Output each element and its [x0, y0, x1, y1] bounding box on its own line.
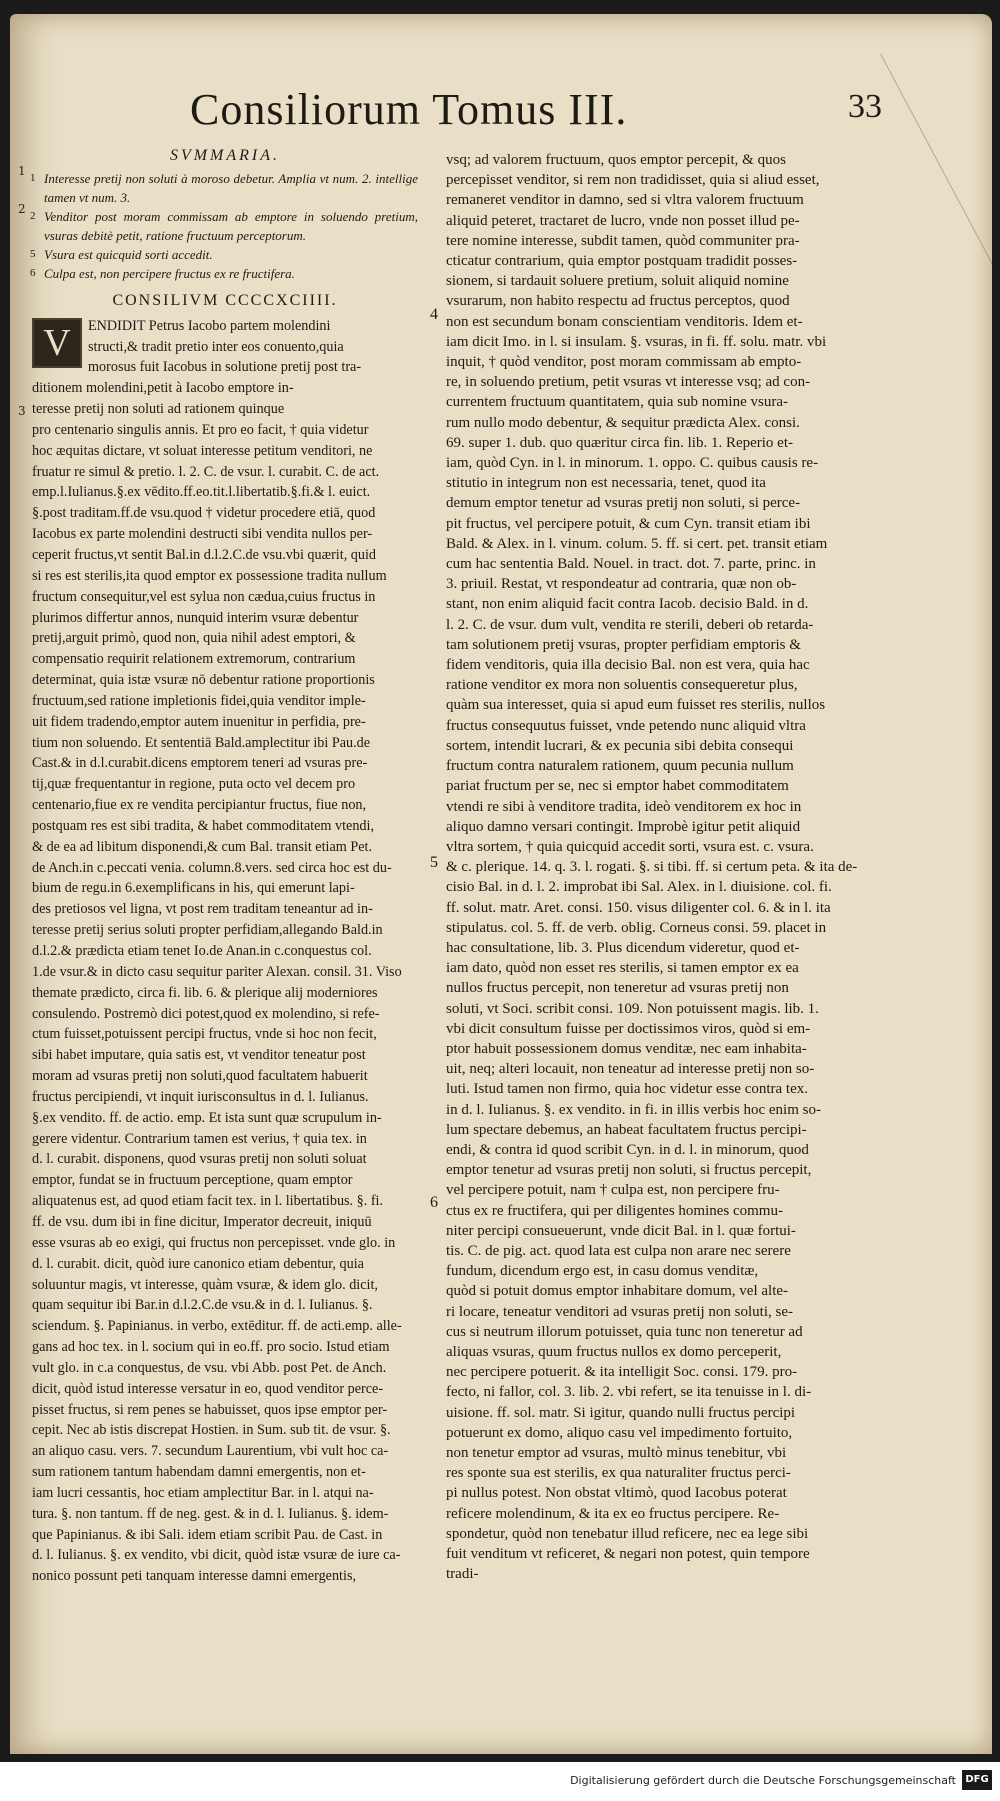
- text-line: tis. C. de pig. act. quod lata est culpa non arare nec serere: [446, 1242, 791, 1259]
- text-line: Iacobus ex parte molendini destructi sibi vendita nullos per-: [32, 526, 373, 543]
- decorated-initial: V: [32, 318, 82, 368]
- text-line: determinat, quia istæ vsuræ nō debentur ratione proportionis: [32, 672, 375, 689]
- text-line: cepit. Nec ab istis discrepat Hostien. in Sum. sub tit. de vsur. §.: [32, 1422, 391, 1439]
- text-line: si res est sterilis,ita quod emptor ex possessione tradita nullum: [32, 567, 387, 584]
- text-line: themate prædicto, circa fi. lib. 6. & plerique alij moderniores: [32, 984, 378, 1001]
- text-line: nonico possunt peti tanquam interesse damni emergentis,: [32, 1568, 357, 1585]
- text-line: fructum contra naturalem rationem, quum pecunia nullum: [446, 758, 794, 775]
- text-line: pit fructus, vel percipere potuit, & cum Cyn. transit etiam ibi: [446, 515, 811, 532]
- text-line: inquit, † quòd venditor, post moram commissam ab empto-: [446, 354, 802, 371]
- text-line: uisione. ff. sol. matr. Si igitur, quando nulli fructus percipi: [446, 1404, 796, 1421]
- summaria-item: 1 Interesse pretij non soluti à moroso debetur. Amplia vt num. 2. intellige tamen vt num. 3.: [30, 170, 418, 205]
- text-line: §.post traditam.ff.de vsu.quod † videtur procedere etiā, quod: [32, 505, 376, 522]
- text-line: vtendi re sibi à venditore tradita, ideò venditorem ex hoc in: [446, 798, 802, 815]
- text-line: stipulatus. col. 5. ff. de verb. oblig. Corneus consi. 59. placet in: [446, 919, 827, 936]
- text-line: quòd si potuit domus emptor inhabitare domum, vel alte-: [446, 1283, 789, 1300]
- text-line: pretij,arguit primò, quod non, quia nihil adest emptori, &: [32, 630, 356, 647]
- text-line: reficere molendinum, & ita ex eo fructus percipere. Re-: [446, 1505, 780, 1522]
- text-line: 69. super 1. dub. quo quæritur circa fin. lib. 1. Reperio et-: [446, 434, 794, 451]
- text-line: emptor, fundat se in fructuum perceptione, quam emptor: [32, 1172, 353, 1189]
- text-line: ff. solut. matr. Aret. consi. 150. visus diligenter col. 6. & in l. ita: [446, 899, 831, 916]
- text-line: potuerunt ex domo, aliquo casu vel impedimento fortuito,: [446, 1424, 793, 1441]
- text-line: l. 2. C. de vsur. dum vult, vendita re sterili, deberi ob retarda-: [446, 616, 814, 633]
- text-line: an aliquo casu. vers. 7. secundum Laurentium, vbi vult hoc ca-: [32, 1443, 389, 1460]
- text-line: sibi habet imputare, quia satis est, vt venditor teneatur post: [32, 1047, 366, 1064]
- text-line: nullos fructus percepit, non teneretur ad vsuras pretij non: [446, 980, 789, 997]
- text-line: iam, quòd Cyn. in l. in minorum. 1. oppo. C. quibus causis re-: [446, 455, 819, 472]
- text-line: & de ea ad libitum disponendi,& cum Bal. transit etiam Pet.: [32, 838, 373, 855]
- text-line: rum nullo modo debentur, & sequitur prædicta Alex. consi.: [446, 414, 800, 431]
- text-line: §.ex vendito. ff. de actio. emp. Et ista sunt quæ scrupulum in-: [32, 1109, 382, 1126]
- text-line: hoc æquitas dictare, vt soluat interesse petitum venditori, ne: [32, 442, 373, 459]
- text-line: fuit venditum vt reficeret, & negari non potest, quin tempore: [446, 1546, 810, 1563]
- text-line: structi,& tradit pretio inter eos conuento,quia: [88, 338, 344, 355]
- text-line: que Papinianus. & ibi Sali. idem etiam scribit Pau. de Cast. in: [32, 1526, 383, 1543]
- text-line: esse vsuras ab eo exigi, qui fructus non percepisset. vnde glo. in: [32, 1234, 396, 1251]
- text-line: fructus consequutus fuisset, vnde petendo nunc aliquid vltra: [446, 717, 806, 734]
- text-line: moram ad vsuras pretij non soluti,quod facultatem habuerit: [32, 1068, 368, 1085]
- text-line: soluti, vt Soci. scribit consi. 109. Non potuissent magis. lib. 1.: [446, 1000, 819, 1017]
- summaria-list: [32, 169, 418, 283]
- text-line: niter percipi consueuerunt, vnde dicit Bal. in l. quæ fortui-: [446, 1222, 796, 1239]
- margin-number: 3: [18, 404, 26, 418]
- text-line: teresse pretij serius soluti propter perfidiam,allegando Bald.in: [32, 922, 383, 939]
- text-line: cisio Bal. in d. l. 2. improbat ibi Sal. Alex. in l. diuisione. col. fi.: [446, 879, 832, 896]
- text-line: Cast.& in d.l.curabit.dicens emptorem teneri ad vsuras pre-: [32, 755, 368, 772]
- margin-number: 2: [18, 202, 26, 216]
- text-line: iam dicit Imo. in l. si insulam. §. vsuras, in fi. ff. solu. matr. vbi: [446, 333, 827, 350]
- text-line: ratione venditor ex mora non soluentis consequeretur plus,: [446, 677, 798, 694]
- margin-number: 4: [430, 306, 438, 323]
- text-line: emptor tenetur ad vsuras pretij non soluti, si fructus percepit,: [446, 1162, 812, 1179]
- page-number: 33: [848, 88, 882, 125]
- text-line: pro centenario singulis annis. Et pro eo facit, † quia videtur: [32, 421, 369, 438]
- text-line: gerere videntur. Contrarium tamen est verius, † quia tex. in: [32, 1130, 367, 1147]
- text-line: uit, neq; alteri locauit, non teneatur ad interesse pretij non so-: [446, 1061, 815, 1078]
- text-line: fructus percipiendi, vt inquit iurisconsultus in d. l. Iulianus.: [32, 1088, 369, 1105]
- text-line: morosus fuit Iacobus in solutione pretij post tra-: [88, 359, 362, 376]
- text-line: sortem, intendit lucrari, & ex pecunia sibi debita consequi: [446, 737, 794, 754]
- text-line: tere nomine interesse, subdit tamen, quòd communiter pra-: [446, 232, 800, 249]
- text-line: ri locare, teneatur venditori ad vsuras pretij non soluti, se-: [446, 1303, 793, 1320]
- summaria-item: 5 Vsura est quicquid sorti accedit.: [30, 246, 213, 262]
- text-line: lum spectare debemus, an habeat facultatem fructus percipi-: [446, 1121, 807, 1138]
- text-line: fidem venditoris, quia illa decisio Bal. non est vera, quia hac: [446, 657, 810, 674]
- text-line: hac consultatione, lib. 3. Plus dicendum videretur, quod et-: [446, 939, 800, 956]
- text-line: pariat fructum per se, nec si emptor habet commoditatem: [446, 778, 789, 795]
- text-line: spondetur, quòd non tenebatur illud reficere, nec ea lege sibi: [446, 1525, 809, 1542]
- summaria-item: 2 Venditor post moram commissam ab emptore in soluendo pretium, vsuras debitè petit, ratione fructuum perceptorum.: [30, 208, 418, 243]
- text-line: uit fidem tradendo,emptor autem inuenitur in perfidia, pre-: [32, 713, 366, 730]
- text-line: d. l. curabit. disponens, quod vsuras pretij non soluti soluat: [32, 1151, 367, 1168]
- text-line: gans ad hoc tex. in l. socium qui in eo.ff. pro socio. Istud etiam: [32, 1339, 390, 1356]
- text-line: ptor habuit possessionem domus venditæ, nec eam inhabita-: [446, 1040, 807, 1057]
- text-line: de Anch.in c.peccati venia. column.8.vers. sed circa hoc est du-: [32, 859, 392, 876]
- text-line: remaneret venditor in damno, sed si vltra valorem fructuum: [446, 192, 804, 209]
- text-line: stitutio in integrum non est necessaria, tenet, quod ita: [446, 475, 766, 492]
- margin-number: 5: [430, 854, 438, 871]
- text-line: aliquas vsuras, quum fructus nullos ex domo perceperit,: [446, 1343, 782, 1360]
- text-line: ctus ex re fructifera, qui per diligentes homines commu-: [446, 1202, 783, 1219]
- text-line: tium non soluendo. Et sententiā Bald.amplectitur ibi Pau.de: [32, 734, 371, 751]
- text-line: res sponte sua est sterilis, ex qua naturaliter fructus perci-: [446, 1465, 791, 1482]
- text-line: fructum consequitur,vel est sylua non cædua,cuius fructus in: [32, 588, 376, 605]
- left-body-text: [32, 316, 418, 1587]
- right-column: [446, 150, 920, 1584]
- text-line: des pretiosos vel ligna, vt post rem traditam teneantur ad in-: [32, 901, 373, 918]
- text-line: fundum, dicendum ergo est, in casu domus venditæ,: [446, 1263, 759, 1280]
- text-line: cticatur contrarium, quia emptor postquam tradidit posses-: [446, 253, 798, 270]
- text-line: pi nullus potest. Non obstat vltimò, quod Iacobus poterat: [446, 1485, 787, 1502]
- text-line: quam sequitur ibi Bar.in d.l.2.C.de vsu.& in d. l. Iulianus. §.: [32, 1297, 373, 1314]
- running-head: Consiliorum Tomus III.: [190, 85, 628, 134]
- text-line: ctum fuisset,potuissent percipi fructus, vnde si hoc non fecit,: [32, 1026, 377, 1043]
- text-line: fecto, ni fallor, col. 3. lib. 2. vbi refert, se ita tenuisse in l. di-: [446, 1384, 812, 1401]
- text-line: & c. plerique. 14. q. 3. l. rogati. §. si tibi. ff. si certum peta. & ita de-: [446, 859, 858, 876]
- text-line: aliquatenus est, ad quod etiam facit tex. in l. libertatibus. §. fi.: [32, 1193, 384, 1210]
- text-line: vltra sortem, † quia quicquid accedit sorti, vsura est. c. vsura.: [446, 838, 814, 855]
- dfg-logo: DFG: [962, 1770, 992, 1790]
- text-line: nec percipere potuerit. & ita intelligit Soc. consi. 179. pro-: [446, 1364, 798, 1381]
- text-line: luti. Istud tamen non firmo, quia hoc videtur esse contra tex.: [446, 1081, 808, 1098]
- text-line: iam dato, quòd non esset res sterilis, si tamen emptor ex ea: [446, 960, 799, 977]
- text-line: endi, & contra id quod scribit Cyn. in d. l. in minorum, quod: [446, 1141, 809, 1158]
- text-line: tradi-: [446, 1566, 479, 1583]
- text-line: ENDIDIT Petrus Iacobo partem molendini: [88, 317, 331, 334]
- text-line: currentem fructuum quantitatem, quia sub nomine vsura-: [446, 394, 788, 411]
- text-line: ceperit fructus,vt sentit Bal.in d.l.2.C.de vsu.vbi quærit, quid: [32, 546, 377, 563]
- text-line: centenario,fiue ex re vendita percipiantur fructus, fiue non,: [32, 797, 367, 814]
- margin-number: 1: [18, 164, 26, 178]
- text-line: soluuntur magis, vt interesse, quàm vsuræ, & idem glo. dicit,: [32, 1276, 378, 1293]
- text-line: sionem, si tardauit soluere pretium, soluit aliquid nomine: [446, 273, 789, 290]
- text-line: dicit, quòd istud interesse versatur in eo, quod venditor perce-: [32, 1380, 384, 1397]
- text-line: postquam res est sibi tradita, & habet commoditatem vtendi,: [32, 817, 375, 834]
- text-line: ff. de vsu. dum ibi in fine dicitur, Imperator decreuit, iniquū: [32, 1213, 372, 1230]
- text-line: tam solutionem pretij vsuras, propter perfidiam emptoris &: [446, 636, 801, 653]
- text-line: ditionem molendini,petit à Iacobo emptore in-: [32, 380, 294, 397]
- text-line: sum rationem tantum habendam damni emergentis, non et-: [32, 1464, 366, 1481]
- book-page: [10, 14, 992, 1754]
- text-line: fructuum,sed ratione impletionis fidei,quia venditor imple-: [32, 692, 366, 709]
- text-line: d. l. Iulianus. §. ex vendito, vbi dicit, quòd istæ vsuræ de iure ca-: [32, 1547, 401, 1564]
- text-line: d. l. curabit. dicit, quòd iure canonico etiam debentur, quia: [32, 1255, 364, 1272]
- text-line: fruatur re simul & pretio. l. 2. C. de vsur. l. curabit. C. de act.: [32, 463, 380, 480]
- footer-credit: Digitalisierung gefördert durch die Deutsche Forschungsgemeinschaft: [570, 1774, 956, 1787]
- margin-number: 6: [430, 1194, 438, 1211]
- summaria-item: 6 Culpa est, non percipere fructus ex re fructifera.: [30, 265, 295, 281]
- text-line: cum hac sententia Bald. Nouel. in tract. dot. 7. parte, princ. in: [446, 556, 816, 573]
- text-line: aliquid peteret, tractaret de lucro, vnde non posset illud pe-: [446, 212, 800, 229]
- text-line: non est secundum bonam conscientiam venditoris. Idem et-: [446, 313, 803, 330]
- text-line: sciendum. §. Papinianus. in verbo, extēditur. ff. de acti.emp. alle-: [32, 1318, 402, 1335]
- left-column: [32, 146, 418, 1587]
- text-line: iam lucri cessantis, hoc etiam amplectitur Bar. in l. atqui na-: [32, 1484, 374, 1501]
- text-line: demum emptor tenetur ad vsuras pretij non soluti, si perce-: [446, 495, 801, 512]
- text-line: d.l.2.& prædicta etiam tenet Io.de Anan.in c.conquestus col.: [32, 943, 372, 959]
- text-line: consulendo. Postremò dici potest,quod ex molendino, si refe-: [32, 1005, 380, 1022]
- text-line: re, in soluendo pretium, petit vsuras vt interesse vsq; ad con-: [446, 374, 811, 391]
- footer-strip: [0, 1762, 1000, 1801]
- text-line: tij,quæ frequentantur in regione, puta octo vel decem pro: [32, 776, 356, 793]
- text-line: vsq; ad valorem fructuum, quos emptor percepit, & quos: [446, 152, 786, 168]
- text-line: emp.l.Iulianus.§.ex vēdito.ff.eo.tit.l.libertatib.§.fi.& l. euict.: [32, 484, 371, 501]
- summaria-title: SVMMARIA.: [169, 147, 281, 164]
- text-line: 3. priuil. Restat, vt respondeatur ad contraria, quæ non ob-: [446, 576, 797, 593]
- text-line: Bald. & Alex. in l. vinum. colum. 5. ff. si cert. pet. transit etiam: [446, 535, 828, 552]
- text-line: tura. §. non tantum. ff de neg. gest. & in d. l. Iulianus. §. idem-: [32, 1505, 389, 1522]
- text-line: plurimos differtur annos, nunquid interim vsuræ debentur: [32, 609, 359, 626]
- text-line: teresse pretij non soluti ad rationem quinque: [32, 401, 285, 418]
- page-header: [10, 84, 992, 144]
- right-body-text: [446, 150, 920, 1584]
- text-line: vbi dicit consultum fuisse per doctissimos viros, quòd si em-: [446, 1020, 811, 1037]
- text-line: in d. l. Iulianus. §. ex vendito. in fi. in illis verbis hoc enim so-: [446, 1101, 821, 1118]
- text-line: bium de regu.in 6.exemplificans in his, qui emerunt lapi-: [32, 880, 355, 897]
- text-line: 1.de vsur.& in dicto casu sequitur pariter Alexan. consil. 31. Viso: [32, 963, 402, 980]
- text-line: stant, non enim aliquid facit contra Iacob. decisio Bald. in d.: [446, 596, 809, 613]
- consilium-heading: CONSILIVM CCCCXCIIII.: [112, 291, 338, 309]
- text-line: cus si neutrum illorum potuisset, quia tunc non teneretur ad: [446, 1323, 803, 1340]
- text-line: vsurarum, non habito respectu ad fructus perceptos, quod: [446, 293, 790, 310]
- text-line: non tenetur emptor ad vsuras, multò minus tenebitur, vbi: [446, 1445, 787, 1461]
- text-line: percepisset venditor, si rem non tradidisset, quia si aliud esset,: [446, 172, 820, 189]
- text-line: vult glo. in c.a conquestus, de vsu. vbi Abb. post Pet. de Anch.: [32, 1359, 387, 1376]
- text-line: quàm sua interesset, quia si apud eum fuisset res sterilis, nullos: [446, 697, 826, 714]
- text-line: compensatio requirit relationem extremorum, contrarium: [32, 651, 356, 668]
- text-line: vel percipere potuit, nam † culpa est, non percipere fru-: [446, 1182, 780, 1199]
- text-line: pisset fructus, si rem penes se habuisset, quos ipse emptor per-: [32, 1401, 388, 1418]
- text-line: aliquo damno versari contingit. Improbè igitur petit aliquid: [446, 818, 801, 835]
